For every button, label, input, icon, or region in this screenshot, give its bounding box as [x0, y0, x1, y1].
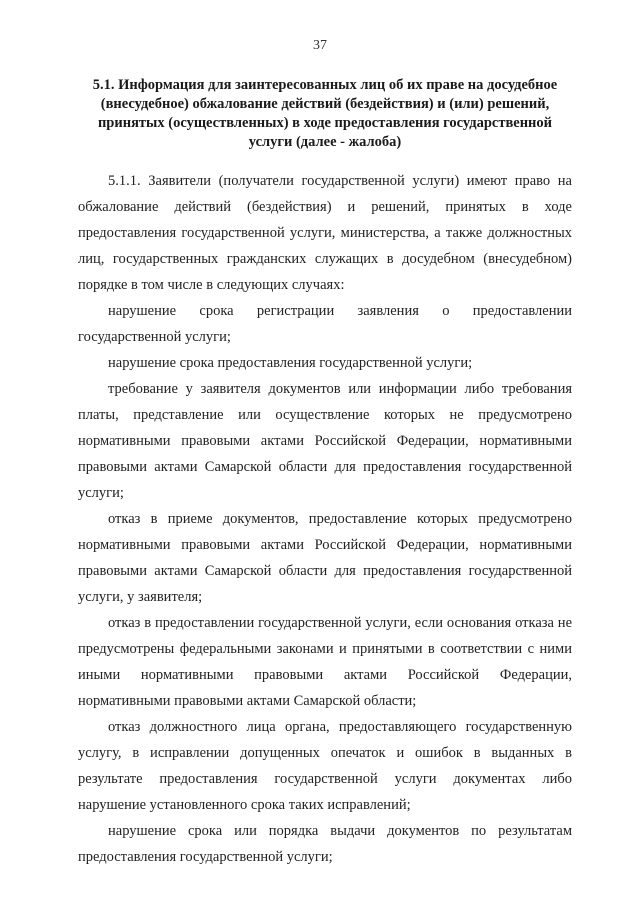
paragraph-intro: 5.1.1. Заявители (получатели государственной услуги) имеют право на обжалование действий (бездействия) и решений, принятых в ходе предоставления государственной услуги, министерства, а также должностных лиц, государственных гражданских служащих в досудебном (внесудебном) порядке в том числе в следующих случаях: [78, 173, 572, 293]
list-item: нарушение срока или порядка выдачи документов по результатам предоставления государственной услуги; [78, 823, 572, 865]
list-item: отказ в приеме документов, предоставление которых предусмотрено нормативными правовыми актами Российской Федерации, нормативными правовыми актами Самарской области для предоставления государственной услуги, у заявителя; [78, 511, 572, 605]
list-item: отказ должностного лица органа, предоставляющего государственную услугу, в исправлении допущенных опечаток и ошибок в выданных в результате предоставления государственной услуги документах либо нарушение установленного срока таких исправлений; [78, 719, 572, 813]
section-heading: 5.1. Информация для заинтересованных лиц об их праве на досудебное (внесудебное) обжалование действий (бездействия) и (или) решений, принятых (осуществленных) в ходе предоставления государственной услуги (далее - жалоба) [92, 77, 558, 150]
list-item: нарушение срока регистрации заявления о предоставлении государственной услуги; [78, 303, 572, 345]
list-item: нарушение срока предоставления государственной услуги; [108, 355, 473, 371]
document-body [78, 168, 572, 870]
list-item: отказ в предоставлении государственной услуги, если основания отказа не предусмотрены федеральными законами и принятыми в соответствии с ними иными нормативными правовыми актами Российской Федерации, нормативными правовыми актами Самарской области; [78, 615, 572, 709]
page-number: 37 [313, 38, 327, 53]
list-item: требование у заявителя документов или информации либо требования платы, представление или осуществление которых не предусмотрено нормативными правовыми актами Российской Федерации, нормативными правовыми актами Самарской области для предоставления государственной услуги; [78, 381, 572, 501]
